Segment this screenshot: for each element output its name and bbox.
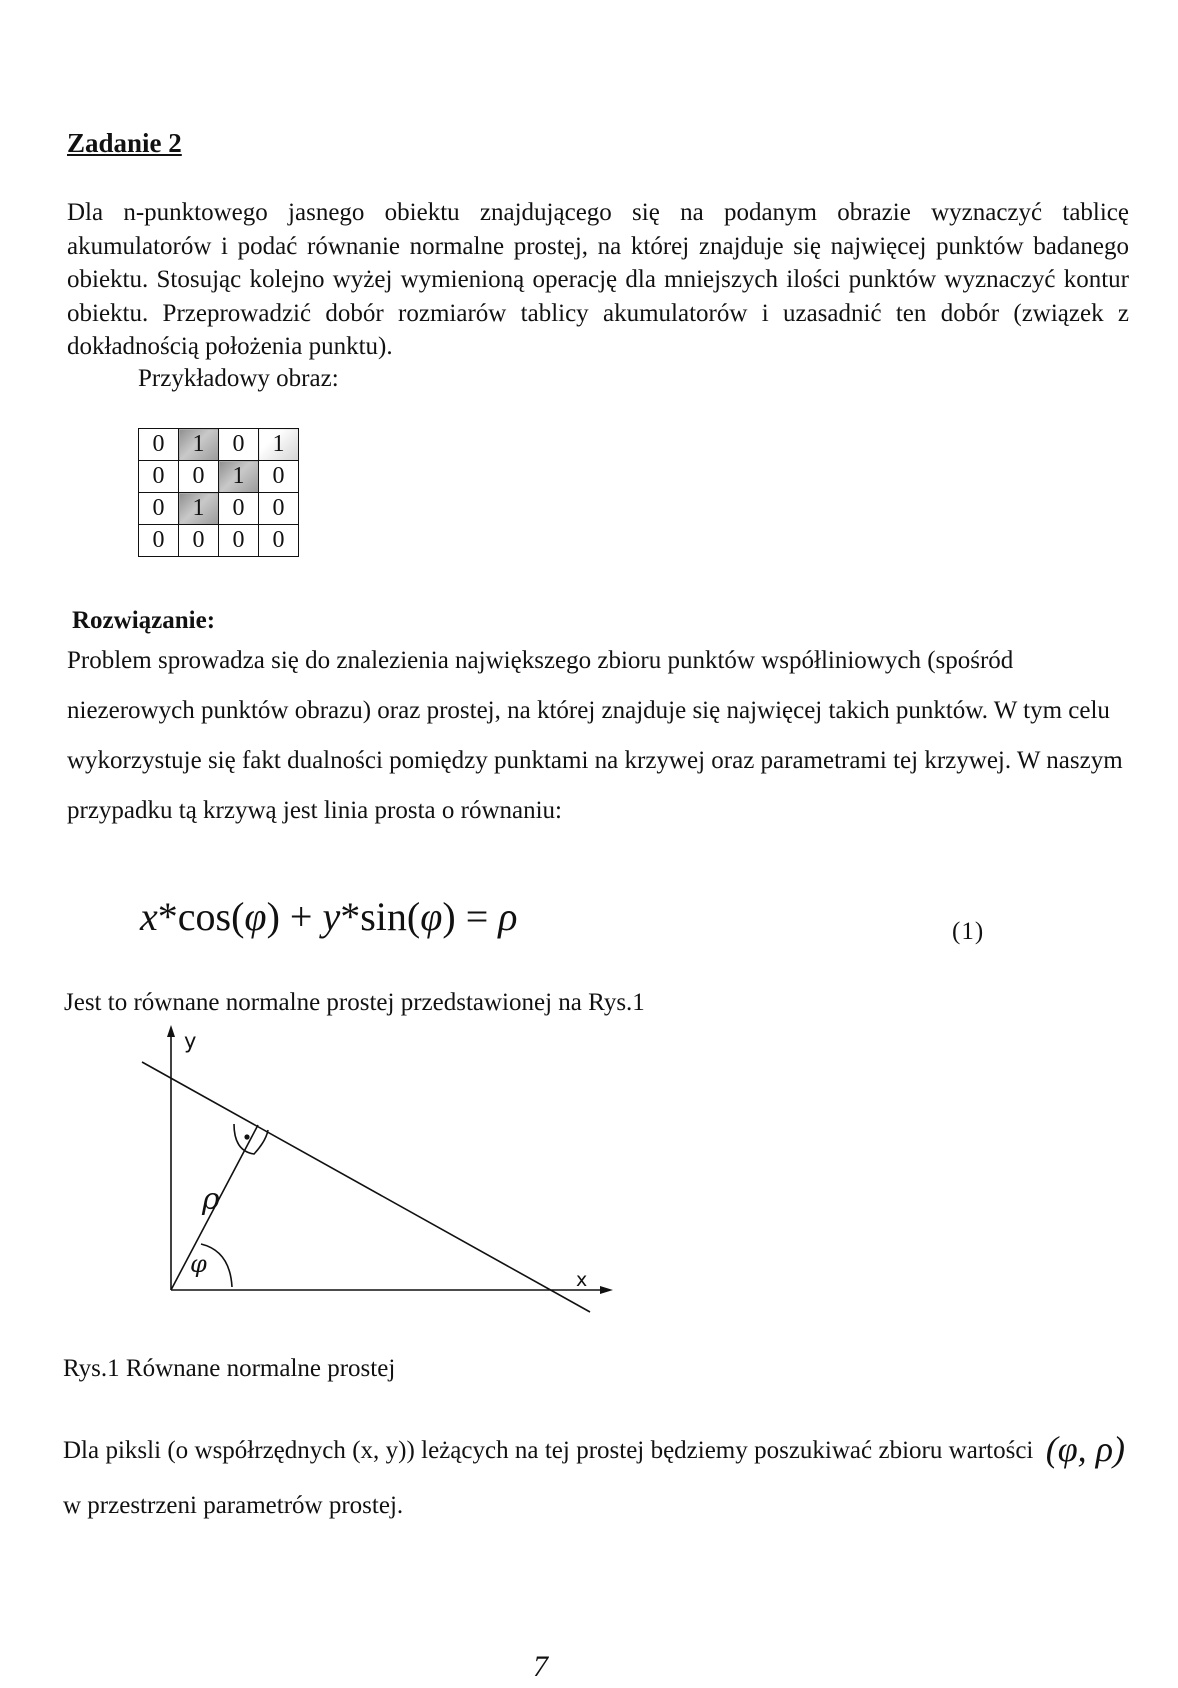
grid-row [139, 461, 299, 493]
grid-cell: 0 [179, 525, 219, 557]
formula-star: * [340, 894, 361, 939]
sample-image-grid [138, 428, 299, 557]
rho-label: ρ [202, 1182, 220, 1217]
final-paragraph [63, 1422, 1131, 1533]
x-axis-label: x [576, 1269, 588, 1291]
grid-cell: 0 [259, 525, 299, 557]
grid-cell: 0 [219, 429, 259, 461]
phi-label: φ [190, 1250, 207, 1278]
grid-cell: 0 [139, 525, 179, 557]
y-axis-arrow [167, 1025, 175, 1037]
solution-heading: Rozwiązanie: [72, 607, 216, 634]
grid-cell: 1 [179, 429, 219, 461]
grid-cell: 0 [139, 461, 179, 493]
parameter-pair: (φ, ρ) [1045, 1429, 1126, 1469]
formula-y: y [322, 894, 341, 939]
formula-star: * [157, 894, 178, 939]
normal-line-diagram [130, 1025, 630, 1325]
grid-cell: 1 [179, 493, 219, 525]
sample-image-label: Przykładowy obraz: [138, 365, 339, 392]
grid-cell: 0 [259, 493, 299, 525]
normal-line-equation: x*cos(φ) + y*sin(φ) = ρ [140, 894, 518, 939]
solution-paragraph: Problem sprowadza się do znalezienia największego zbioru punktów współliniowych (spośród niezerowych punktów obrazu) oraz prostej, na której znajduje się najwięcej takich punktów. W tym celu wykorzystuje się fakt dualności pomiędzy punktami na krzywej oraz parametrami tej krzywej. W naszym przypadku tą krzywą jest linia prosta o równaniu: [67, 647, 1123, 824]
grid-row [139, 493, 299, 525]
formula-equals: = [465, 894, 489, 939]
grid-row [139, 525, 299, 557]
final-text-after: w przestrzeni parametrów prostej. [63, 1492, 404, 1519]
formula-phi: φ [420, 894, 443, 939]
page-number: 7 [533, 1650, 548, 1683]
formula-sin: sin [360, 894, 407, 939]
grid-cell: 0 [259, 461, 299, 493]
formula-plus: + [289, 894, 313, 939]
grid-cell: 0 [139, 429, 179, 461]
grid-cell: 0 [139, 493, 179, 525]
figure-caption: Rys.1 Równane normalne prostej [63, 1355, 396, 1382]
grid-row [139, 429, 299, 461]
y-axis-label: y [184, 1029, 197, 1053]
x-axis-arrow [600, 1286, 613, 1294]
grid-cell: 1 [259, 429, 299, 461]
formula-phi: φ [244, 894, 267, 939]
right-angle-dot [244, 1134, 249, 1139]
grid-cell: 0 [179, 461, 219, 493]
task-description: Dla n-punktowego jasnego obiektu znajdującego się na podanym obrazie wyznaczyć tablicę akumulatorów i podać równanie normalne prostej, na której znajduje się najwięcej punktów badanego obiektu. Stosując kolejno wyżej wymienioną operację dla mniejszych ilości punktów wyznaczyć kontur obiektu. Przeprowadzić dobór rozmiarów tablicy akumulatorów i uzasadnić ten dobór (związek z dokładnością położenia punktu). [67, 199, 1129, 360]
grid-cell: 0 [219, 493, 259, 525]
equation-number: (1) [952, 918, 985, 945]
formula-x: x [140, 894, 158, 939]
grid-cell: 0 [219, 525, 259, 557]
final-text-before: Dla piksli (o współrzędnych (x, y)) leżących na tej prostej będziemy poszukiwać zbioru wartości [63, 1437, 1034, 1464]
figure-reference-text: Jest to równane normalne prostej przedstawionej na Rys.1 [64, 989, 645, 1016]
task-title: Zadanie 2 [67, 128, 182, 158]
formula-rho: ρ [498, 894, 518, 939]
formula-cos: cos [177, 894, 232, 939]
grid-cell: 1 [219, 461, 259, 493]
